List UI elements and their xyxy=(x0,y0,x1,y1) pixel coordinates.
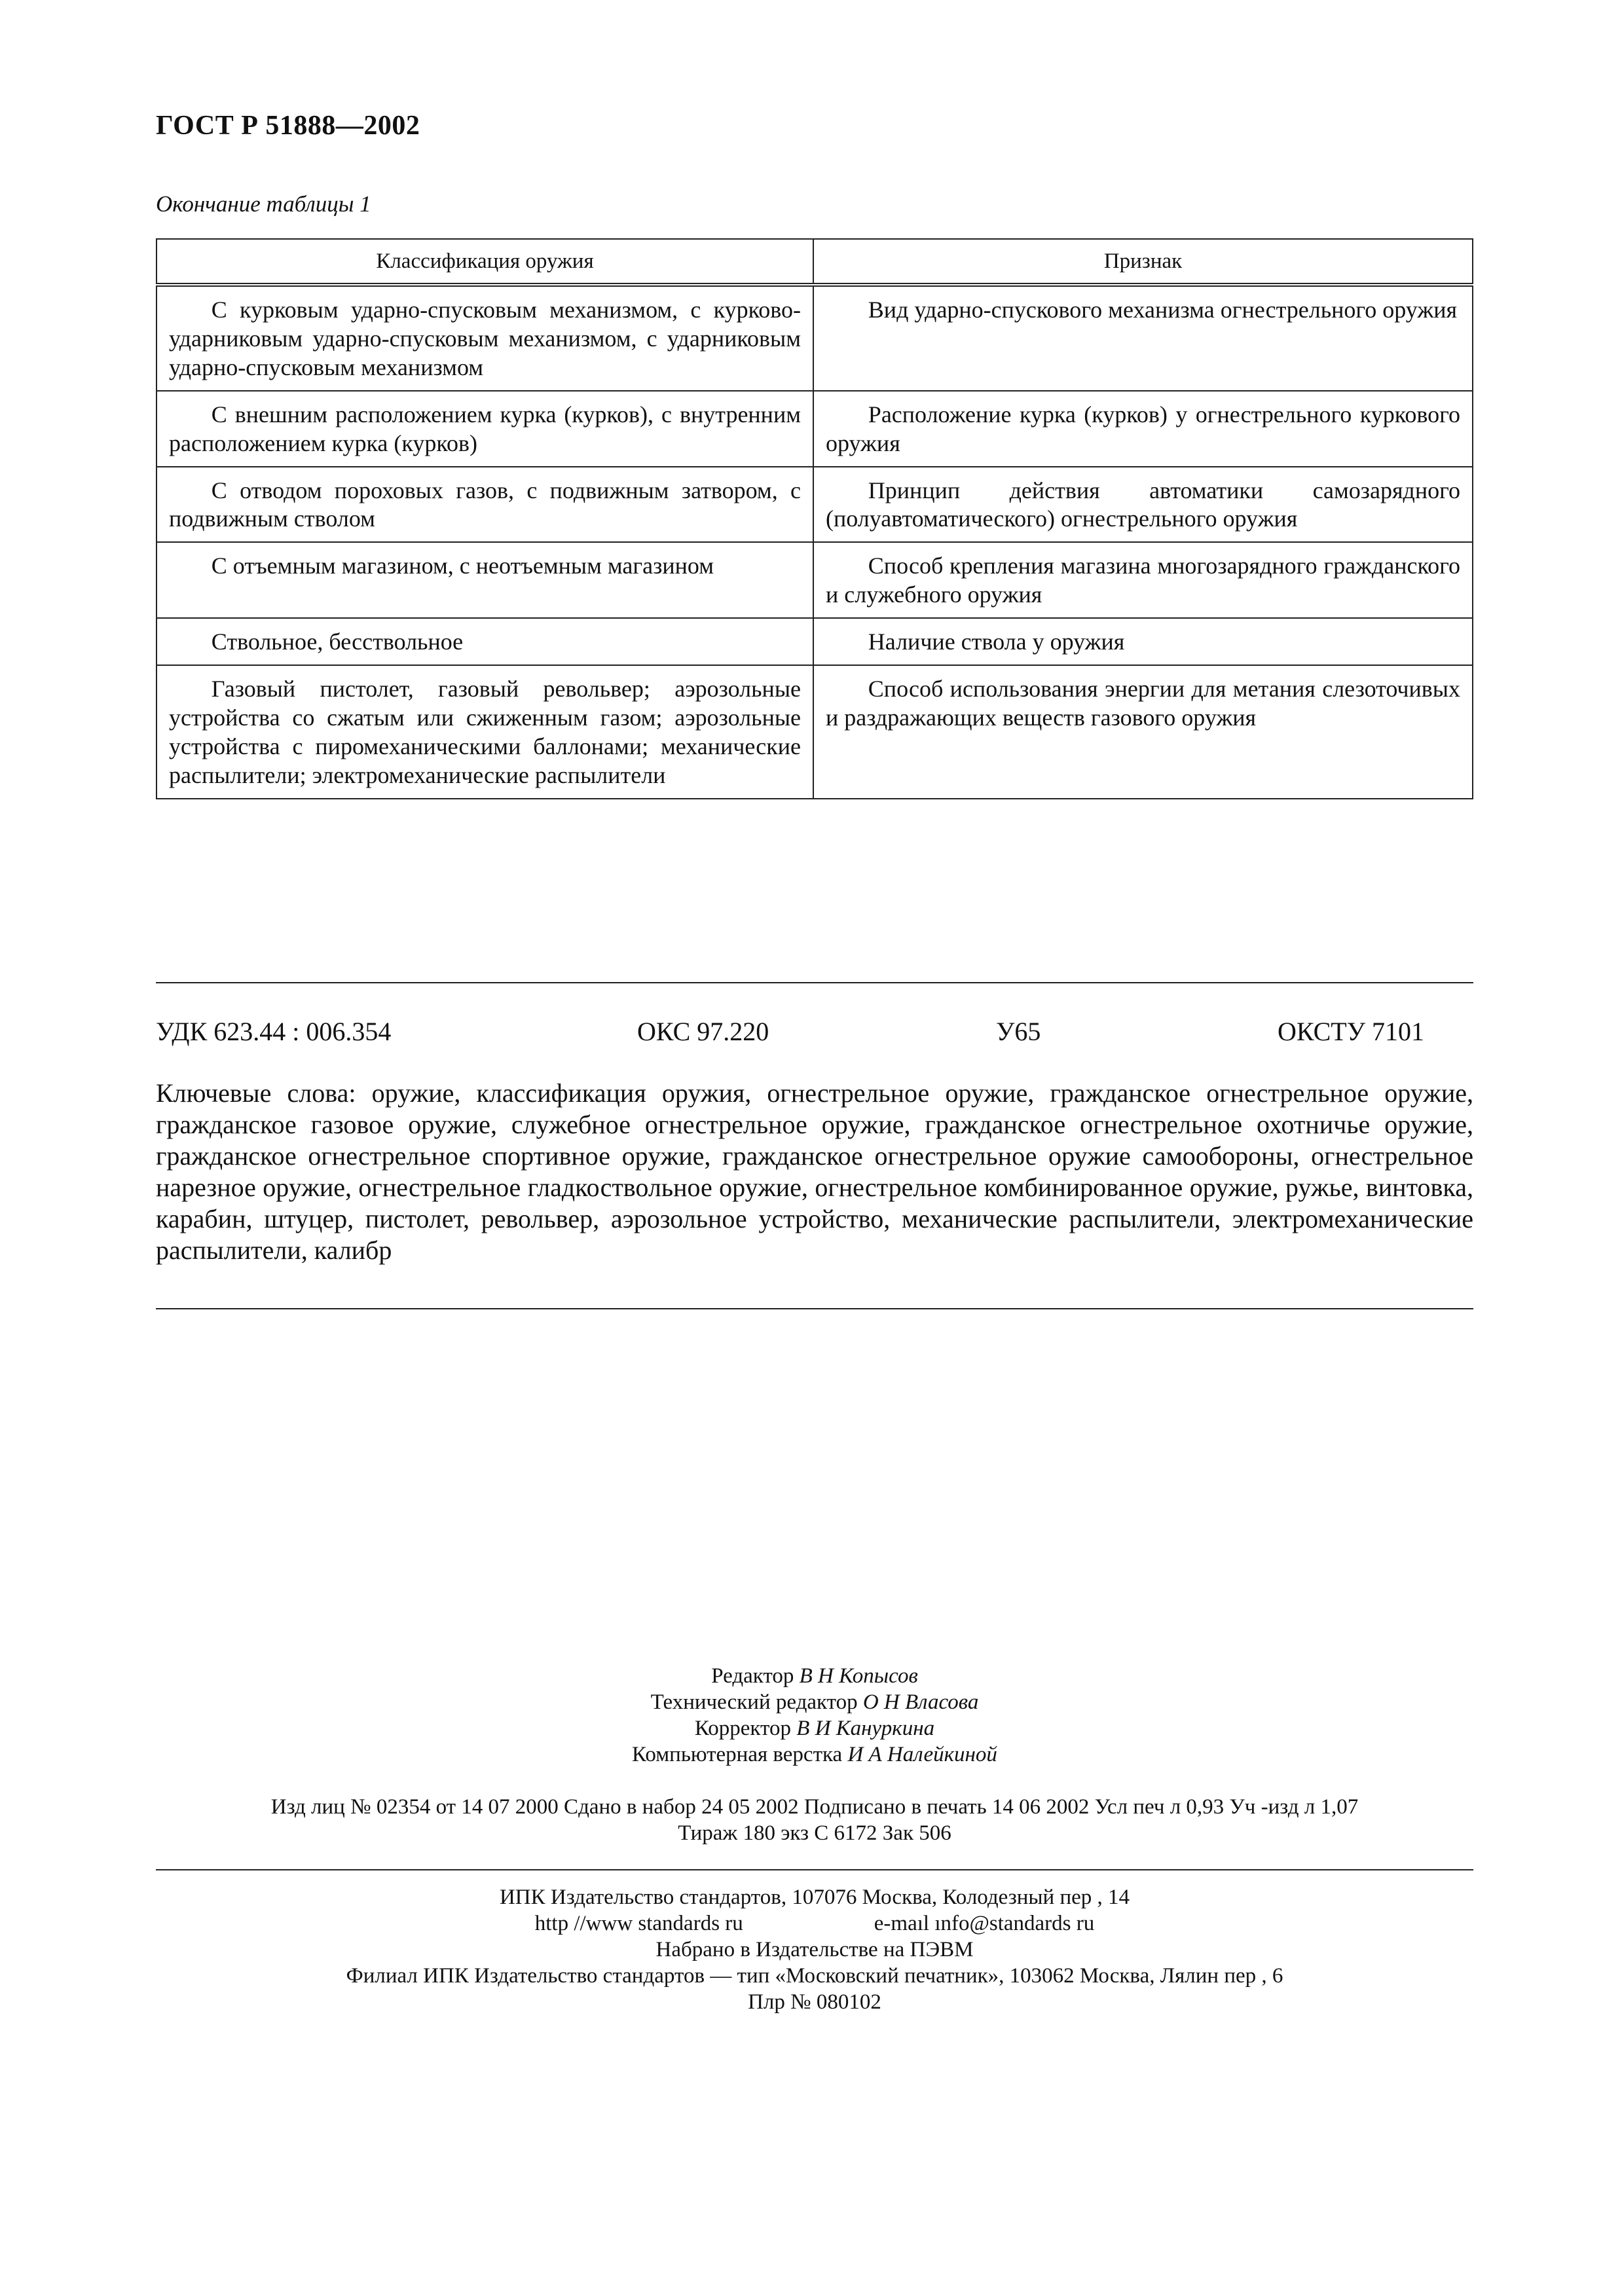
table-cell-feature: Способ использования энергии для метания слезоточивых и раздражающих веществ газового оружия xyxy=(813,665,1473,799)
publisher-address: ИПК Издательство стандартов, 107076 Москва, Колодезный пер , 14 xyxy=(499,1886,1130,1909)
table-cell-classification: С отъемным магазином, с неотъемным магазином xyxy=(157,542,813,618)
table-header-row xyxy=(157,239,1473,285)
table-cell-feature: Способ крепления магазина многозарядного гражданского и служебного оружия xyxy=(813,542,1473,618)
credit-tech-editor xyxy=(156,1689,1473,1715)
printing-branch: Филиал ИПК Издательство стандартов — тип «Московский печатник», 103062 Москва, Лялин пер , 6 xyxy=(346,1964,1283,1988)
table-cell-classification: Газовый пистолет, газовый револьвер; аэрозольные устройства со сжатым или сжиженным газом; аэрозольные устройства с пиромеханическими баллонами; механические распылители; электромеханические распылители xyxy=(157,665,813,799)
u-code: У65 xyxy=(996,1017,1041,1046)
credit-person: В Н Копысов xyxy=(799,1664,918,1688)
credit-editor xyxy=(156,1663,1473,1689)
publisher-url[interactable]: http //www standards ru xyxy=(534,1912,743,1935)
credit-proofreader xyxy=(156,1715,1473,1741)
credits-block xyxy=(156,1663,1473,1768)
publisher-email[interactable]: e-maıl ınfo@standards ru xyxy=(874,1912,1095,1935)
print-info-line: Изд лиц № 02354 от 14 07 2000 Сдано в набор 24 05 2002 Подписано в печать 14 06 2002 Усл печ л 0,93 Уч -изд л 1,07 xyxy=(270,1795,1359,1819)
bottom-divider xyxy=(156,1308,1473,1309)
credit-layout xyxy=(156,1741,1473,1768)
typeset-note: Набрано в Издательстве на ПЭВМ xyxy=(655,1938,974,1961)
keywords-paragraph: Ключевые слова: оружие, классификация оружия, огнестрельное оружие, гражданское огнестрельное оружие, гражданское газовое оружие, служебное огнестрельное оружие, гражданское огнестрельное охотничье оружие, гражданское огнестрельное спортивное оружие, гражданское огнестрельное оружие самообороны, огнестрельное нарезное оружие, огнестрельное гладкоствольное оружие, огнестрельное комбинированное оружие, ружье, винтовка, карабин, штуцер, пистолет, револьвер, аэрозольное устройство, механические распылители, электромеханические распылители, калибр xyxy=(156,1078,1473,1265)
table-row xyxy=(157,391,1473,467)
table-row xyxy=(157,467,1473,543)
credit-person: И А Налейкиной xyxy=(847,1743,997,1766)
publisher-divider xyxy=(156,1869,1473,1870)
credit-role: Технический редактор xyxy=(650,1690,858,1714)
print-run-line: Тираж 180 экз С 6172 Зак 506 xyxy=(678,1821,951,1845)
classification-table xyxy=(156,238,1473,799)
credit-role: Компьютерная верстка xyxy=(632,1743,843,1766)
column-header-classification: Классификация оружия xyxy=(157,239,813,285)
table-cell-classification: С курковым ударно-спусковым механизмом, с курково-ударниковым ударно-спусковым механизмом, с ударниковым ударно-спусковым механизмом xyxy=(157,285,813,391)
credit-person: О Н Власова xyxy=(862,1690,979,1714)
table-cell-classification: С отводом пороховых газов, с подвижным затвором, с подвижным стволом xyxy=(157,467,813,543)
udk-code: УДК 623.44 : 006.354 xyxy=(156,1017,392,1046)
table-caption: Окончание таблицы 1 xyxy=(156,191,371,217)
credit-role: Редактор xyxy=(711,1664,794,1688)
table-row xyxy=(157,542,1473,618)
table-cell-classification: Ствольное, бесствольное xyxy=(157,618,813,665)
table-row xyxy=(157,618,1473,665)
table-row xyxy=(157,665,1473,799)
license-number: Плр № 080102 xyxy=(748,1990,881,2014)
classification-codes xyxy=(156,1016,1473,1055)
print-info xyxy=(156,1794,1473,1846)
publisher-contacts xyxy=(156,1910,1473,1937)
credit-role: Корректор xyxy=(694,1717,792,1740)
column-header-feature: Признак xyxy=(813,239,1473,285)
oks-code: ОКС 97.220 xyxy=(637,1017,769,1046)
table-cell-classification: С внешним расположением курка (курков), с внутренним расположением курка (курков) xyxy=(157,391,813,467)
table-row xyxy=(157,285,1473,391)
okstu-code: ОКСТУ 7101 xyxy=(1278,1017,1425,1046)
table-cell-feature: Принцип действия автоматики самозарядного (полуавтоматического) огнестрельного оружия xyxy=(813,467,1473,543)
publisher-block xyxy=(156,1884,1473,2015)
credit-person: В И Кануркина xyxy=(796,1717,935,1740)
table-cell-feature: Наличие ствола у оружия xyxy=(813,618,1473,665)
top-divider xyxy=(156,982,1473,983)
table-cell-feature: Вид ударно-спускового механизма огнестрельного оружия xyxy=(813,285,1473,391)
table-cell-feature: Расположение курка (курков) у огнестрельного куркового оружия xyxy=(813,391,1473,467)
page-header: ГОСТ Р 51888—2002 xyxy=(156,111,420,141)
